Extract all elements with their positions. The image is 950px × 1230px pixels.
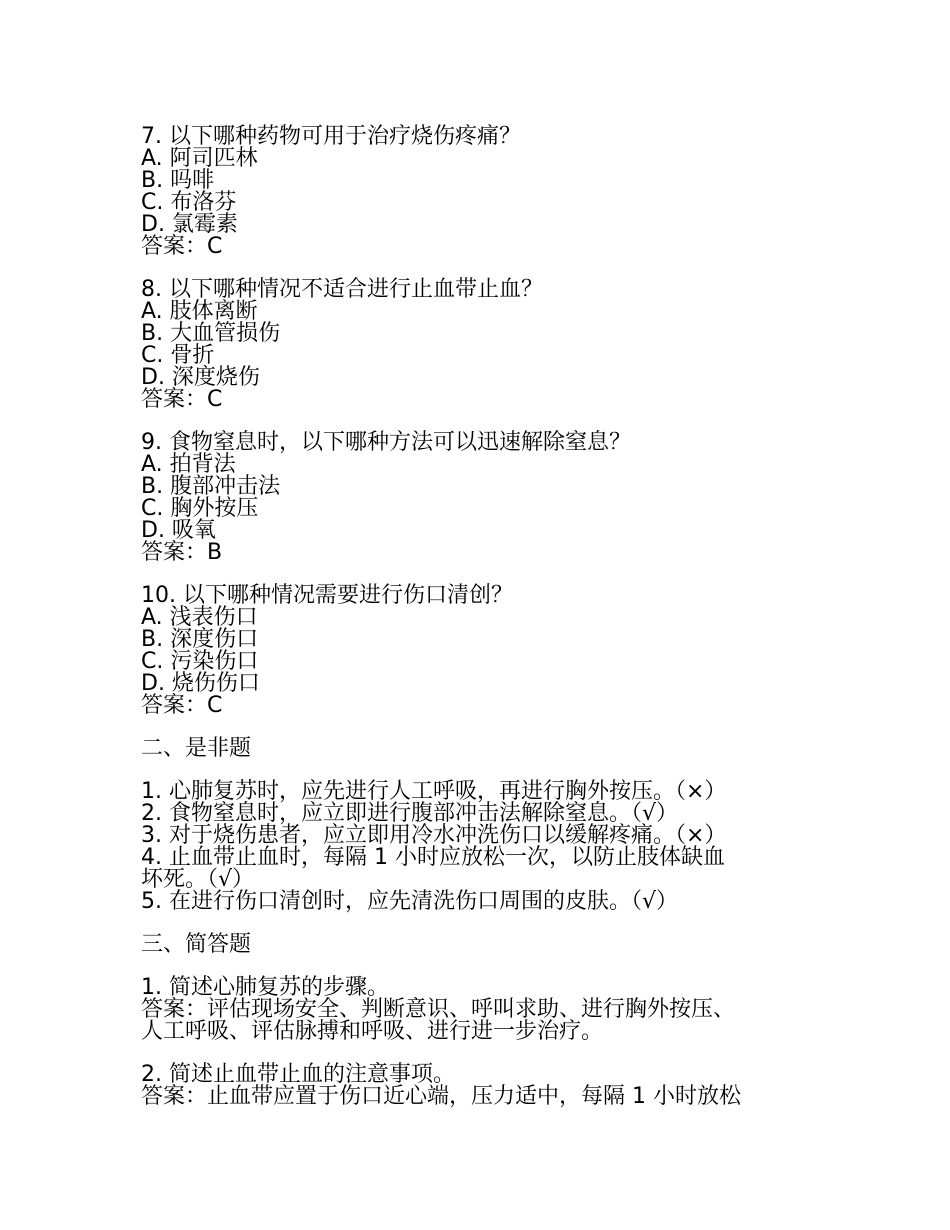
option-b: B. 深度伤口 (141, 627, 259, 652)
answer: 答案：C (141, 234, 223, 259)
option-b: B. 腹部冲击法 (141, 474, 281, 499)
option-d: D. 氯霉素 (141, 212, 238, 237)
tf-item-4: 4. 止血带止血时，每隔 1 小时应放松一次，以防止肢体缺血 (141, 845, 725, 870)
sa-question: 1. 简述心肺复苏的步骤。 (141, 975, 389, 1000)
option-c: C. 污染伤口 (141, 649, 259, 674)
true-false-list (141, 781, 850, 913)
question-8 (141, 279, 850, 411)
tf-item-4-cont: 坏死。（√） (141, 867, 255, 892)
question-text: 9. 食物窒息时，以下哪种方法可以迅速解除窒息？ (141, 430, 631, 455)
short-answer-1 (141, 977, 850, 1043)
sa-question: 2. 简述止血带止血的注意事项。 (141, 1062, 455, 1087)
option-d: D. 深度烧伤 (141, 365, 260, 390)
question-text: 7. 以下哪种药物可用于治疗烧伤疼痛？ (141, 124, 521, 149)
option-b: B. 吗啡 (141, 168, 215, 193)
sa-answer: 答案：止血带应置于伤口近心端，压力适中，每隔 1 小时放松 (141, 1084, 741, 1109)
option-c: C. 骨折 (141, 343, 215, 368)
option-d: D. 烧伤伤口 (141, 671, 260, 696)
sa-answer-cont: 人工呼吸、评估脉搏和呼吸、进行进一步治疗。 (141, 1019, 604, 1044)
true-false-heading: 二、是非题 (141, 736, 252, 761)
option-a: A. 拍背法 (141, 452, 236, 477)
question-9 (141, 432, 850, 564)
short-answer-2 (141, 1064, 850, 1108)
short-answer-heading: 三、简答题 (141, 932, 252, 957)
tf-item-3: 3. 对于烧伤患者，应立即用冷水冲洗伤口以缓解疼痛。（×） (141, 823, 727, 848)
option-c: C. 布洛芬 (141, 190, 237, 215)
option-b: B. 大血管损伤 (141, 321, 281, 346)
sa-answer: 答案：评估现场安全、判断意识、呼叫求助、进行胸外按压、 (141, 997, 736, 1022)
question-text: 8. 以下哪种情况不适合进行止血带止血？ (141, 277, 543, 302)
option-a: A. 浅表伤口 (141, 605, 258, 630)
question-10 (141, 585, 850, 717)
tf-item-1: 1. 心肺复苏时，应先进行人工呼吸，再进行胸外按压。（×） (141, 779, 727, 804)
question-text: 10. 以下哪种情况需要进行伤口清创？ (141, 583, 513, 608)
question-7 (141, 126, 850, 258)
tf-item-5: 5. 在进行伤口清创时，应先清洗伤口周围的皮肤。（√） (141, 889, 679, 914)
option-c: C. 胸外按压 (141, 496, 259, 521)
tf-item-2: 2. 食物窒息时，应立即进行腹部冲击法解除窒息。（√） (141, 801, 679, 826)
answer: 答案：C (141, 387, 223, 412)
option-d: D. 吸氧 (141, 518, 216, 543)
option-a: A. 肢体离断 (141, 299, 258, 324)
answer: 答案：B (141, 540, 223, 565)
answer: 答案：C (141, 693, 223, 718)
option-a: A. 阿司匹林 (141, 146, 258, 171)
